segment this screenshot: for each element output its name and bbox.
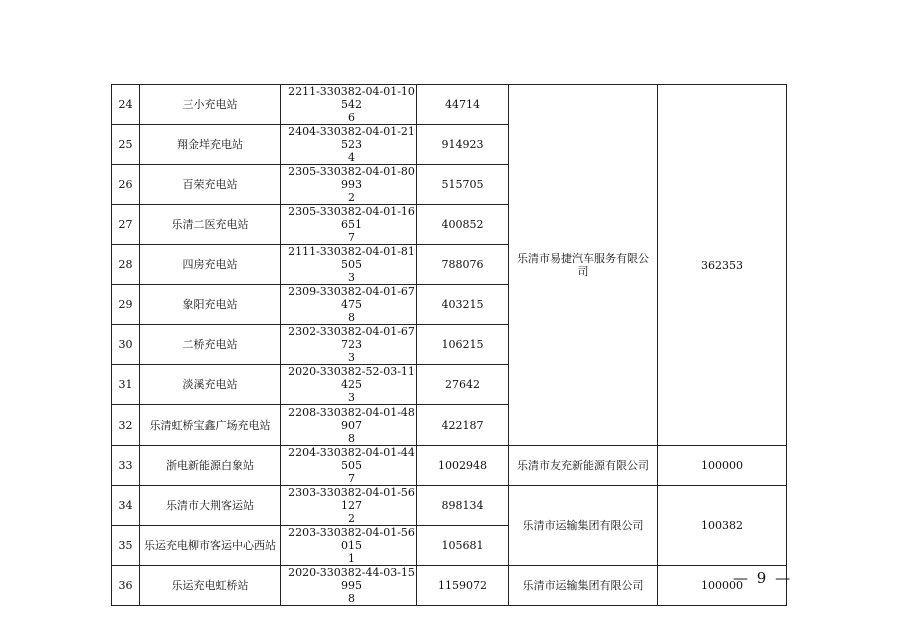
amount: 914923 (417, 125, 509, 165)
amount: 400852 (417, 205, 509, 245)
company-total: 100000 (658, 446, 787, 486)
station-name: 乐清虹桥宝鑫广场充电站 (140, 405, 281, 446)
row-number: 34 (112, 486, 140, 526)
row-number: 29 (112, 285, 140, 325)
amount: 106215 (417, 325, 509, 365)
row-number: 26 (112, 165, 140, 205)
amount: 27642 (417, 365, 509, 405)
project-code: 2204-330382-04-01-44505 7 (281, 446, 417, 486)
company-name: 乐清市运输集团有限公司 (509, 486, 658, 566)
station-name: 乐运充电柳市客运中心西站 (140, 526, 281, 566)
row-number: 33 (112, 446, 140, 486)
project-code: 2211-330382-04-01-10542 6 (281, 85, 417, 125)
row-number: 36 (112, 566, 140, 606)
row-number: 28 (112, 245, 140, 285)
amount: 788076 (417, 245, 509, 285)
table-row (112, 446, 787, 486)
amount: 898134 (417, 486, 509, 526)
row-number: 35 (112, 526, 140, 566)
amount: 44714 (417, 85, 509, 125)
station-name: 乐运充电虹桥站 (140, 566, 281, 606)
amount: 515705 (417, 165, 509, 205)
station-name: 三小充电站 (140, 85, 281, 125)
row-number: 31 (112, 365, 140, 405)
project-code: 2404-330382-04-01-21523 4 (281, 125, 417, 165)
table-row (112, 486, 787, 526)
table-row (112, 85, 787, 125)
station-name: 淡溪充电站 (140, 365, 281, 405)
project-code: 2203-330382-04-01-56015 1 (281, 526, 417, 566)
station-table (111, 84, 787, 606)
company-total: 100000 (658, 566, 787, 606)
project-code: 2208-330382-04-01-48907 8 (281, 405, 417, 446)
project-code: 2305-330382-04-01-80993 2 (281, 165, 417, 205)
project-code: 2111-330382-04-01-81505 3 (281, 245, 417, 285)
station-name: 百荣充电站 (140, 165, 281, 205)
station-name: 翔金垟充电站 (140, 125, 281, 165)
company-total: 100382 (658, 486, 787, 566)
company-name: 乐清市易捷汽车服务有限公司 (509, 85, 658, 446)
amount: 422187 (417, 405, 509, 446)
row-number: 30 (112, 325, 140, 365)
amount: 1159072 (417, 566, 509, 606)
station-name: 二桥充电站 (140, 325, 281, 365)
station-name: 乐清二医充电站 (140, 205, 281, 245)
station-name: 四房充电站 (140, 245, 281, 285)
project-code: 2302-330382-04-01-67723 3 (281, 325, 417, 365)
amount: 105681 (417, 526, 509, 566)
row-number: 24 (112, 85, 140, 125)
company-name: 乐清市运输集团有限公司 (509, 566, 658, 606)
company-total: 362353 (658, 85, 787, 446)
company-name: 乐清市友充新能源有限公司 (509, 446, 658, 486)
page-number: — 9 — (733, 569, 793, 587)
project-code: 2305-330382-04-01-16651 7 (281, 205, 417, 245)
row-number: 27 (112, 205, 140, 245)
row-number: 32 (112, 405, 140, 446)
table-row (112, 566, 787, 606)
amount: 403215 (417, 285, 509, 325)
amount: 1002948 (417, 446, 509, 486)
project-code: 2303-330382-04-01-56127 2 (281, 486, 417, 526)
row-number: 25 (112, 125, 140, 165)
project-code: 2020-330382-44-03-15995 8 (281, 566, 417, 606)
project-code: 2020-330382-52-03-11425 3 (281, 365, 417, 405)
station-name: 浙电新能源白象站 (140, 446, 281, 486)
station-name: 象阳充电站 (140, 285, 281, 325)
project-code: 2309-330382-04-01-67475 8 (281, 285, 417, 325)
station-name: 乐清市大荆客运站 (140, 486, 281, 526)
